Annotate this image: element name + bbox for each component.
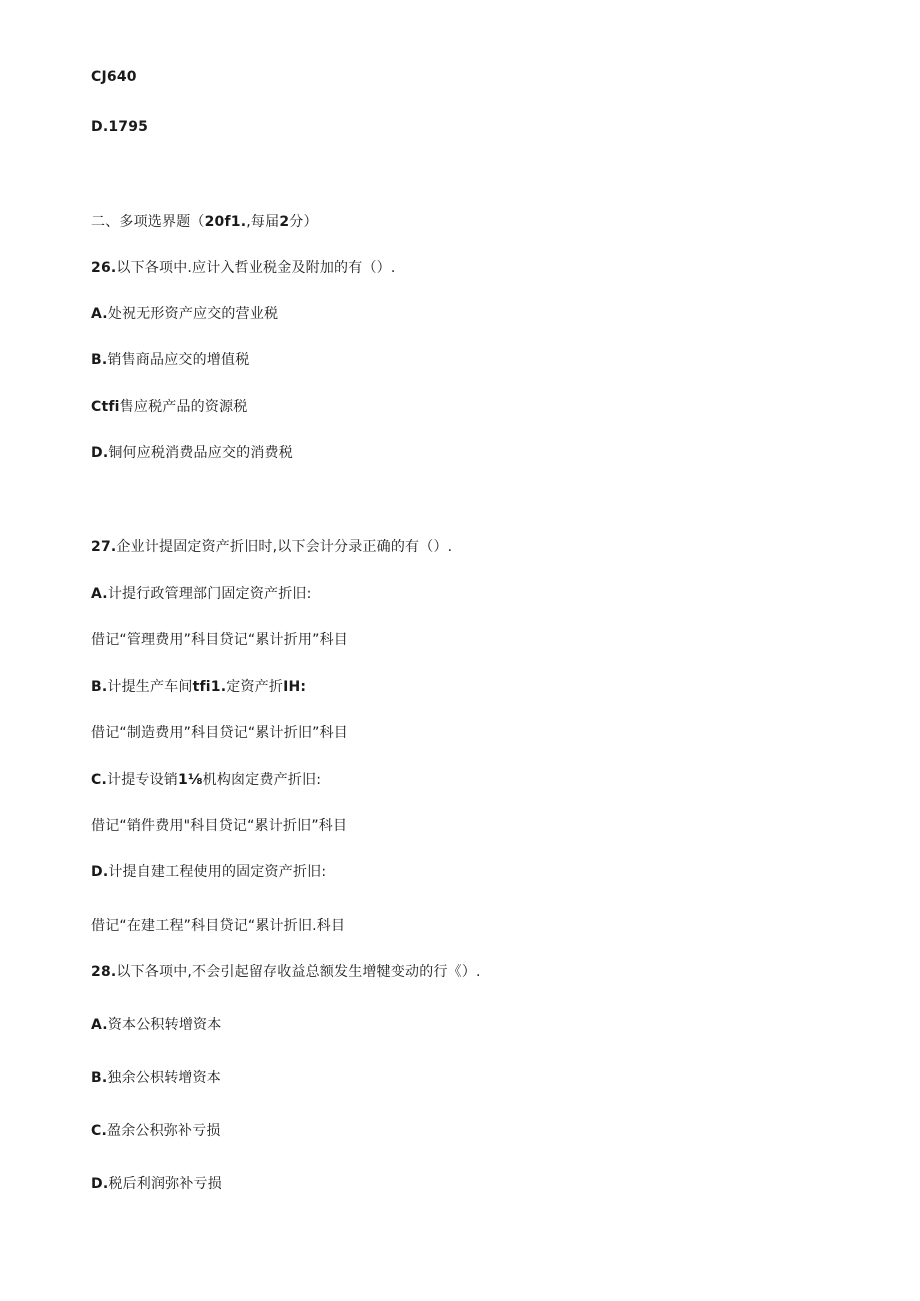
option-key: A. xyxy=(91,306,108,322)
question-28-option-d xyxy=(91,1175,222,1193)
option-text-bold2: IH: xyxy=(283,679,307,695)
option-text: 独余公枳转增资本 xyxy=(107,1070,221,1086)
question-27-option-b-entry: 借记“制造费用”科目贷记“累计折旧”科目 xyxy=(91,725,349,741)
option-text: 计提行政管理部门固定资产折旧: xyxy=(107,586,312,602)
option-text: 处祝无形资产应交的营业税 xyxy=(107,306,279,322)
question-27-option-c-entry: 借记“销件费用"科目贷记“累计折旧”科目 xyxy=(91,818,348,834)
answer-option-c-prev: CJ640 xyxy=(91,69,137,85)
option-key: C. xyxy=(91,772,107,788)
option-key: Ctfi xyxy=(91,399,120,415)
question-26-option-a xyxy=(91,305,278,323)
question-number: 26. xyxy=(91,260,117,276)
option-text: 销售商品应交的增值税 xyxy=(107,352,250,368)
section-note-prefix: （ xyxy=(190,214,205,230)
section-note-points: 2 xyxy=(279,214,290,230)
question-26-option-c xyxy=(91,398,247,416)
option-key: D. xyxy=(91,1176,109,1192)
option-key: D. xyxy=(91,445,109,461)
question-26-stem xyxy=(91,259,396,277)
question-text: 以下各项中,不会引起留存收益总额发生增犍变动的行《）. xyxy=(116,964,481,980)
option-text: 税后利润弥补亏损 xyxy=(108,1176,222,1192)
option-key: A. xyxy=(91,1017,108,1033)
question-text: 企业计提固定资产折旧时,以下会计分录正确的有（）. xyxy=(116,539,453,555)
question-27-stem xyxy=(91,538,452,556)
question-28-stem xyxy=(91,963,481,981)
option-text-pre: 计提生产车间 xyxy=(107,679,193,695)
section-note-count: 20f1. xyxy=(204,214,247,230)
question-27-option-c xyxy=(91,771,321,789)
option-text-pre: 计提专设销 xyxy=(107,772,178,788)
option-text: 售应税产品的资源税 xyxy=(119,399,248,415)
question-26-option-d xyxy=(91,444,293,462)
answer-option-d-prev: D.1795 xyxy=(91,119,149,135)
option-text: 资本公积转增资本 xyxy=(107,1017,222,1033)
question-number: 27. xyxy=(91,539,117,555)
question-text: 以下各项中.应计入哲业税金及附加的有（）. xyxy=(116,260,396,276)
question-28-option-b xyxy=(91,1069,221,1087)
option-key: A. xyxy=(91,586,108,602)
question-number: 28. xyxy=(91,964,117,980)
option-text-mid: 定资产折 xyxy=(226,679,284,695)
option-key: C. xyxy=(91,1123,107,1139)
section-heading xyxy=(91,213,318,231)
option-text-bold: 1⅛ xyxy=(178,772,203,788)
question-27-option-a-entry: 借记“管理费用”科目贷记“累计折用”科目 xyxy=(91,632,349,648)
section-title: 二、多项选界题 xyxy=(91,214,191,230)
option-text: 铜何应税消费品应交的消费税 xyxy=(108,445,293,461)
question-27-option-b xyxy=(91,678,306,696)
question-27-option-a xyxy=(91,585,312,603)
option-text-bold: tfi1. xyxy=(192,679,227,695)
option-key: B. xyxy=(91,679,108,695)
option-key: B. xyxy=(91,352,108,368)
section-note-mid: ,每届 xyxy=(246,214,280,230)
question-28-option-a xyxy=(91,1016,221,1034)
option-key: B. xyxy=(91,1070,108,1086)
question-27-option-d-entry: 借记“在建工程”科目贷记“累计折旧.科目 xyxy=(91,918,346,934)
option-text: 计提自建工程使用的固定资产折旧: xyxy=(108,864,327,880)
option-text-post: 机构囱定费产折旧: xyxy=(202,772,322,788)
option-text: 盈余公积弥补亏损 xyxy=(107,1123,221,1139)
option-key: D. xyxy=(91,864,109,880)
question-26-option-b xyxy=(91,351,249,369)
question-27-option-d xyxy=(91,863,326,881)
section-note-suffix: 分） xyxy=(289,214,318,230)
question-28-option-c xyxy=(91,1122,221,1140)
